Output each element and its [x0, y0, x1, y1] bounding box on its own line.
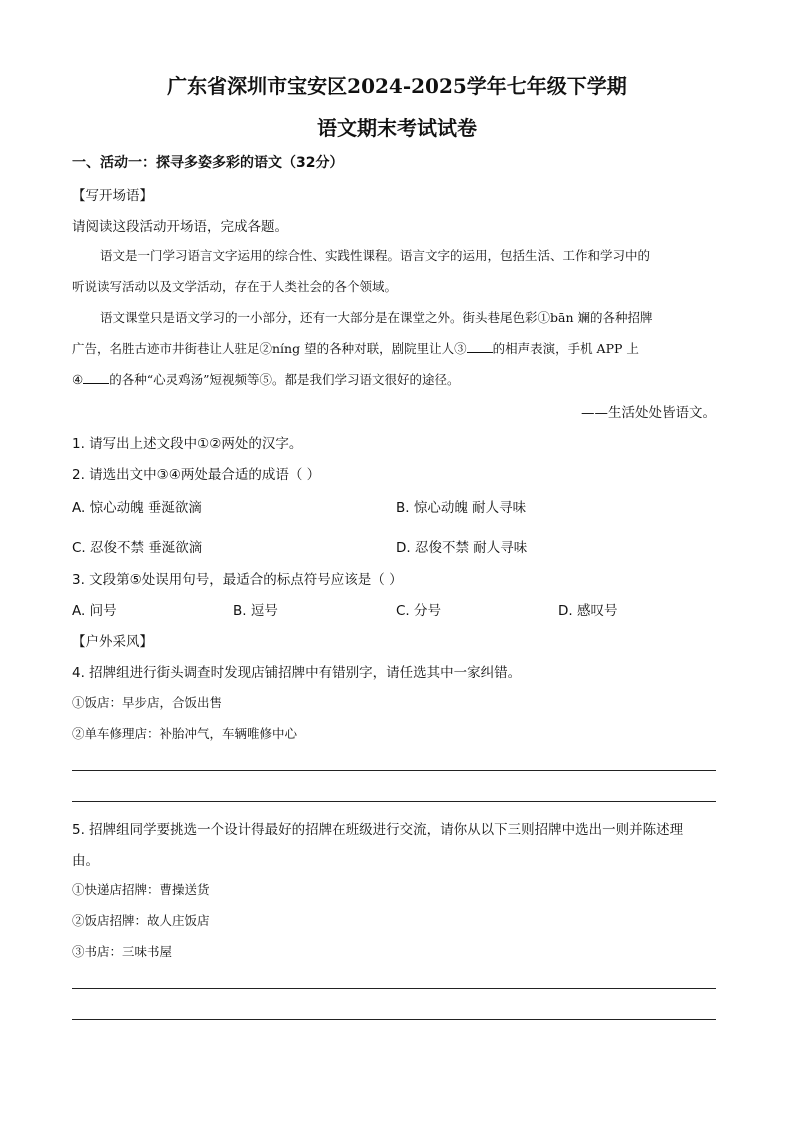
- section1-heading: 一、活动一：探寻多姿多彩的语文（32分）: [72, 155, 344, 171]
- q3-option-b[interactable]: B. 逗号: [233, 603, 278, 619]
- q3-option-a[interactable]: A. 问号: [72, 603, 117, 619]
- question-5-stem-line2: 由。: [72, 853, 99, 869]
- answer-line[interactable]: [72, 1019, 716, 1020]
- exam-title-line2: 语文期末考试试卷: [317, 116, 477, 140]
- subsection-opening: 【写开场语】: [72, 188, 153, 204]
- question-3-stem: 3. 文段第⑤处误用句号，最适合的标点符号应该是（ ）: [72, 572, 403, 588]
- passage-text: 的相声表演，手机 APP 上: [492, 341, 639, 356]
- passage-signature: ——生活处处皆语文。: [581, 405, 716, 421]
- question-5-stem-line1: 5. 招牌组同学要挑选一个设计得最好的招牌在班级进行交流，请你从以下三则招牌中选出一则并陈述理: [72, 822, 684, 838]
- passage-para2-line2: [72, 339, 639, 357]
- q5-item-2: ②饭店招牌：故人庄饭店: [72, 913, 210, 928]
- answer-line[interactable]: [72, 988, 716, 989]
- blank-3[interactable]: [467, 340, 493, 353]
- passage-text: 的各种“心灵鸡汤”短视频等⑤。都是我们学习语文很好的途径。: [109, 372, 460, 387]
- q4-item-2: ②单车修理店：补胎冲气，车辆唯修中心: [72, 726, 298, 741]
- passage-text: 广告，名胜古迹市井街巷让人驻足②níng 望的各种对联，剧院里让人③: [72, 341, 467, 356]
- passage-para2-line1: 语文课堂只是语文学习的一小部分，还有一大部分是在课堂之外。街头巷尾色彩①bān 斓的各种招牌: [100, 310, 653, 325]
- q3-option-c[interactable]: C. 分号: [396, 603, 442, 619]
- answer-line[interactable]: [72, 770, 716, 771]
- q4-item-1: ①饭店：早步店，合饭出售: [72, 695, 223, 710]
- q5-item-1: ①快递店招牌：曹操送货: [72, 882, 210, 897]
- passage-para1-line2: 听说读写活动以及文学活动，存在于人类社会的各个领域。: [72, 279, 398, 294]
- blank-4[interactable]: [83, 371, 109, 384]
- q2-option-c[interactable]: C. 忍俊不禁 垂涎欲滴: [72, 540, 203, 556]
- q5-item-3: ③书店：三味书屋: [72, 944, 173, 959]
- q2-option-d[interactable]: D. 忍俊不禁 耐人寻味: [396, 540, 528, 556]
- q3-option-d[interactable]: D. 感叹号: [558, 603, 618, 619]
- question-2-stem: 2. 请选出文中③④两处最合适的成语（ ）: [72, 467, 321, 483]
- question-1: 1. 请写出上述文段中①②两处的汉字。: [72, 436, 303, 452]
- exam-title-line1: 广东省深圳市宝安区2024-2025学年七年级下学期: [167, 74, 627, 98]
- passage-para1-line1: 语文是一门学习语言文字运用的综合性、实践性课程。语言文字的运用，包括生活、工作和学习中的: [100, 248, 651, 263]
- q2-option-b[interactable]: B. 惊心动魄 耐人寻味: [396, 500, 527, 516]
- instruction-text: 请阅读这段活动开场语，完成各题。: [72, 219, 288, 235]
- passage-para2-line3: [72, 370, 460, 388]
- q2-option-a[interactable]: A. 惊心动魄 垂涎欲滴: [72, 500, 202, 516]
- subsection-outdoor: 【户外采风】: [72, 634, 153, 650]
- answer-line[interactable]: [72, 801, 716, 802]
- passage-text: ④: [72, 372, 84, 387]
- question-4-stem: 4. 招牌组进行街头调查时发现店铺招牌中有错别字，请任选其中一家纠错。: [72, 665, 522, 681]
